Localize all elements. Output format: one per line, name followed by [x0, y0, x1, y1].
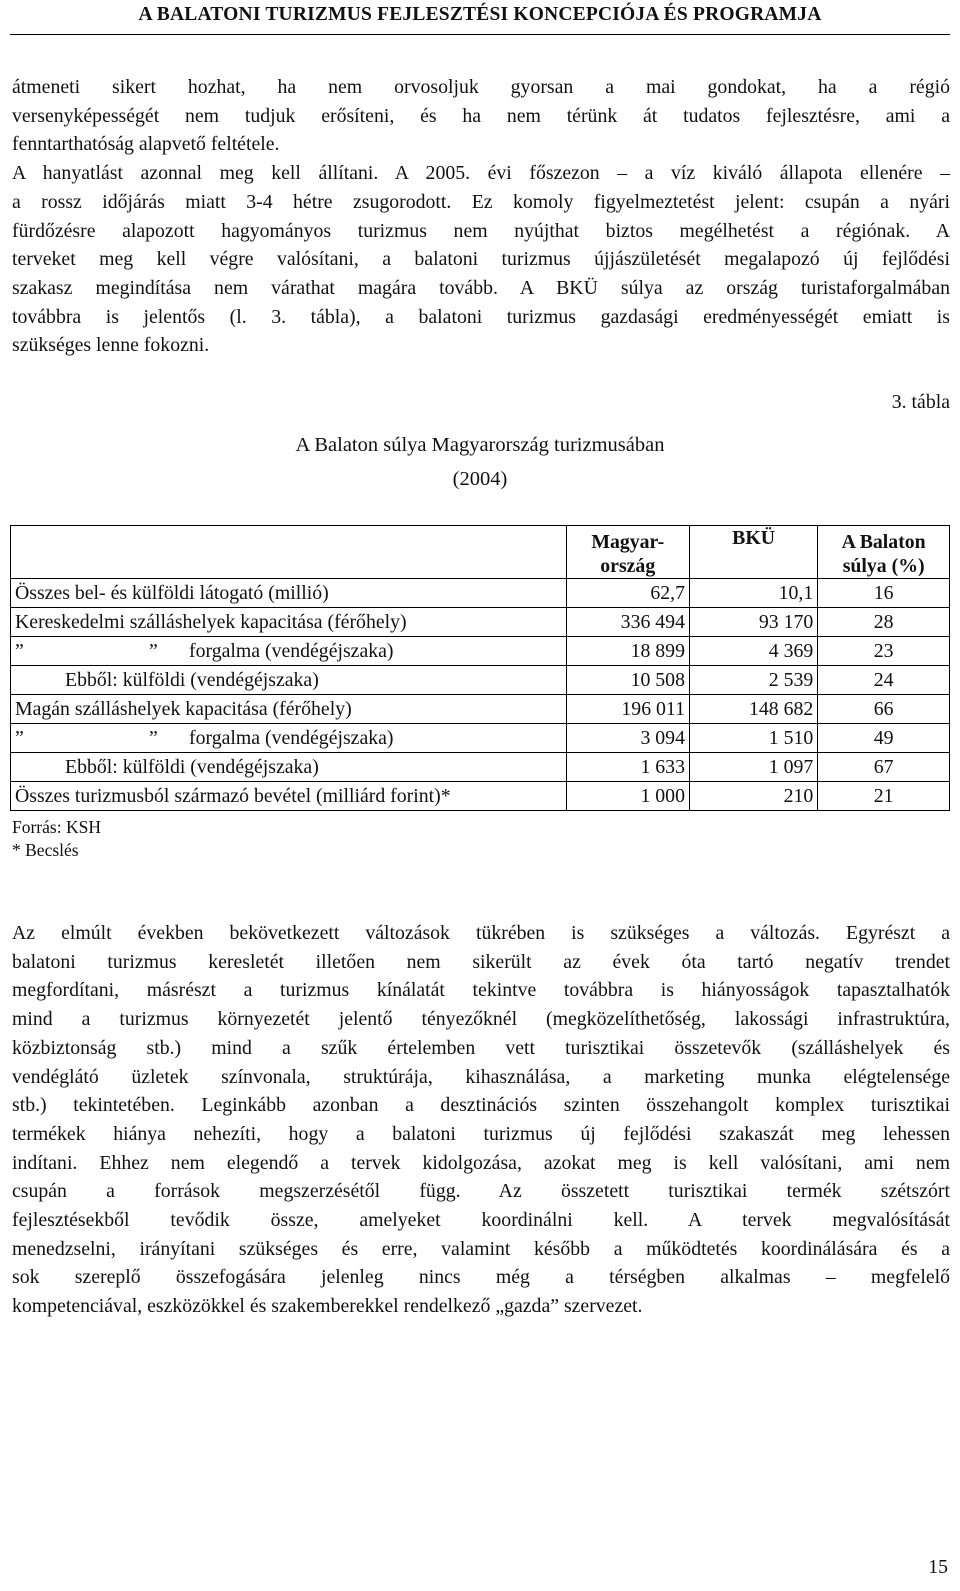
- text-line: a rossz időjárás miatt 3-4 hétre zsugorodott. Ez komoly figyelmeztetést jelent: csupán a nyári: [12, 190, 950, 213]
- text-line: indítani. Ehhez nem elegendő a tervek kidolgozása, azokat meg is kell valósítani, ami nem: [12, 1151, 950, 1174]
- table-year: (2004): [452, 468, 508, 490]
- text-line: szakasz megindítása nem várathat magára tovább. A BKÜ súlya az ország turistaforgalmában: [12, 276, 950, 299]
- table-source: Forrás: KSH: [12, 817, 101, 837]
- row-label: Kereskedelmi szálláshelyek kapacitása (férőhely): [11, 608, 567, 637]
- text-line: menedzselni, irányítani szükséges és erre, valamint később a működtetés koordinálására és a: [12, 1237, 950, 1260]
- row-label: Ebből: külföldi (vendégéjszaka): [11, 753, 567, 782]
- text-line: Az elmúlt években bekövetkezett változások tükrében is szükséges a változás. Egyrészt a: [12, 922, 950, 944]
- cell-bku: 148 682: [689, 695, 817, 724]
- cell-share: 28: [818, 608, 950, 637]
- table-row: [11, 724, 950, 753]
- table-row: [11, 637, 950, 666]
- table-row: [11, 695, 950, 724]
- row-label: Összes bel- és külföldi látogató (millió): [11, 579, 567, 608]
- intro-paragraph: [12, 73, 950, 360]
- cell-hungary: 1 633: [566, 753, 689, 782]
- table-number: 3. tábla: [891, 391, 950, 413]
- cell-bku: 2 539: [689, 666, 817, 695]
- cell-hungary: 3 094: [566, 724, 689, 753]
- header-cell-hungary: Magyar- ország: [566, 526, 689, 579]
- header-cell-share: A Balaton súlya (%): [818, 526, 950, 579]
- row-label: ” ” forgalma (vendégéjszaka): [11, 637, 567, 666]
- text-line: terveket meg kell végre valósítani, a balatoni turizmus újjászületését megalapozó új fejlődési: [12, 248, 950, 271]
- table-row: [11, 608, 950, 637]
- header-cell-bku: BKÜ: [689, 526, 817, 579]
- header-cell-empty: [11, 526, 567, 579]
- table-title: A Balaton súlya Magyarország turizmusában: [295, 434, 665, 456]
- row-label: Magán szálláshelyek kapacitása (férőhely): [11, 695, 567, 724]
- cell-hungary: 10 508: [566, 666, 689, 695]
- row-label: ” ” forgalma (vendégéjszaka): [11, 724, 567, 753]
- cell-bku: 210: [689, 782, 817, 811]
- text-line: kompetenciával, eszközökkel és szakemberekkel rendelkező „gazda” szervezet.: [12, 1295, 643, 1318]
- cell-bku: 10,1: [689, 579, 817, 608]
- cell-share: 49: [818, 724, 950, 753]
- row-label: Ebből: külföldi (vendégéjszaka): [11, 666, 567, 695]
- text-line: A hanyatlást azonnal meg kell állítani. A 2005. évi főszezon – a víz kiváló állapota ellenére –: [12, 162, 950, 185]
- table-row: [11, 666, 950, 695]
- table-row: [11, 753, 950, 782]
- cell-hungary: 1 000: [566, 782, 689, 811]
- text-line: vendéglátó üzletek színvonala, struktúrája, kihasználása, a marketing munka elégtelensége: [12, 1065, 950, 1088]
- table-row: [11, 782, 950, 811]
- closing-paragraph: [12, 919, 950, 1321]
- cell-share: 16: [818, 579, 950, 608]
- cell-share: 23: [818, 637, 950, 666]
- header-rule: [10, 34, 950, 35]
- text-line: termékek hiánya nehezíti, hogy a balatoni turizmus új fejlődési szakaszát meg lehessen: [12, 1122, 950, 1145]
- text-line: szükséges lenne fokozni.: [12, 334, 210, 357]
- cell-bku: 1 097: [689, 753, 817, 782]
- running-header: A BALATONI TURIZMUS FEJLESZTÉSI KONCEPCIÓJA ÉS PROGRAMJA: [138, 4, 822, 25]
- text-line: sok szereplő összefogására jelenleg nincs még a térségben alkalmas – megfelelő: [12, 1266, 950, 1289]
- page-number: 15: [928, 1556, 948, 1578]
- text-line: továbbra is jelentős (l. 3. tábla), a balatoni turizmus gazdasági eredményességét emiatt is: [12, 305, 950, 328]
- text-line: átmeneti sikert hozhat, ha nem orvosoljuk gyorsan a mai gondokat, ha a régió: [12, 76, 950, 98]
- text-line: fejlesztésekből tevődik össze, amelyeket koordinálni kell. A tervek megvalósítását: [12, 1209, 950, 1232]
- text-line: fenntarthatóság alapvető feltétele.: [12, 133, 280, 156]
- cell-hungary: 196 011: [566, 695, 689, 724]
- cell-hungary: 336 494: [566, 608, 689, 637]
- cell-share: 66: [818, 695, 950, 724]
- text-line: közbiztonság stb.) mind a szűk értelemben vett turisztikai összetevők (szálláshelyek és: [12, 1036, 950, 1059]
- text-line: csupán a források megszerzésétől függ. Az összetett turisztikai termék szétszórt: [12, 1180, 950, 1203]
- cell-share: 24: [818, 666, 950, 695]
- cell-share: 21: [818, 782, 950, 811]
- cell-hungary: 62,7: [566, 579, 689, 608]
- cell-share: 67: [818, 753, 950, 782]
- tourism-share-table: [10, 525, 950, 811]
- text-line: balatoni turizmus keresletét illetően nem sikerült az évek óta tartó negatív trendet: [12, 950, 950, 973]
- cell-bku: 4 369: [689, 637, 817, 666]
- table-footnote: * Becslés: [12, 840, 79, 860]
- text-line: stb.) tekintetében. Leginkább azonban a desztinációs szinten összehangolt komplex turisztikai: [12, 1094, 950, 1117]
- table-row: [11, 579, 950, 608]
- cell-bku: 1 510: [689, 724, 817, 753]
- row-label: Összes turizmusból származó bevétel (milliárd forint)*: [11, 782, 567, 811]
- table-header-row: [11, 526, 950, 579]
- cell-hungary: 18 899: [566, 637, 689, 666]
- text-line: versenyképességét nem tudjuk erősíteni, és ha nem térünk át tudatos fejlesztésre, ami a: [12, 104, 950, 127]
- text-line: mind a turizmus környezetét jelentő tényezőknél (megközelíthetőség, lakossági infrastruktúra,: [12, 1008, 950, 1031]
- cell-bku: 93 170: [689, 608, 817, 637]
- text-line: megfordítani, másrészt a turizmus kínálatát tekintve továbbra is hiányosságok tapasztalhatók: [12, 979, 950, 1002]
- text-line: fürdőzésre alapozott hagyományos turizmus nem nyújthat biztos megélhetést a régiónak. A: [12, 219, 950, 242]
